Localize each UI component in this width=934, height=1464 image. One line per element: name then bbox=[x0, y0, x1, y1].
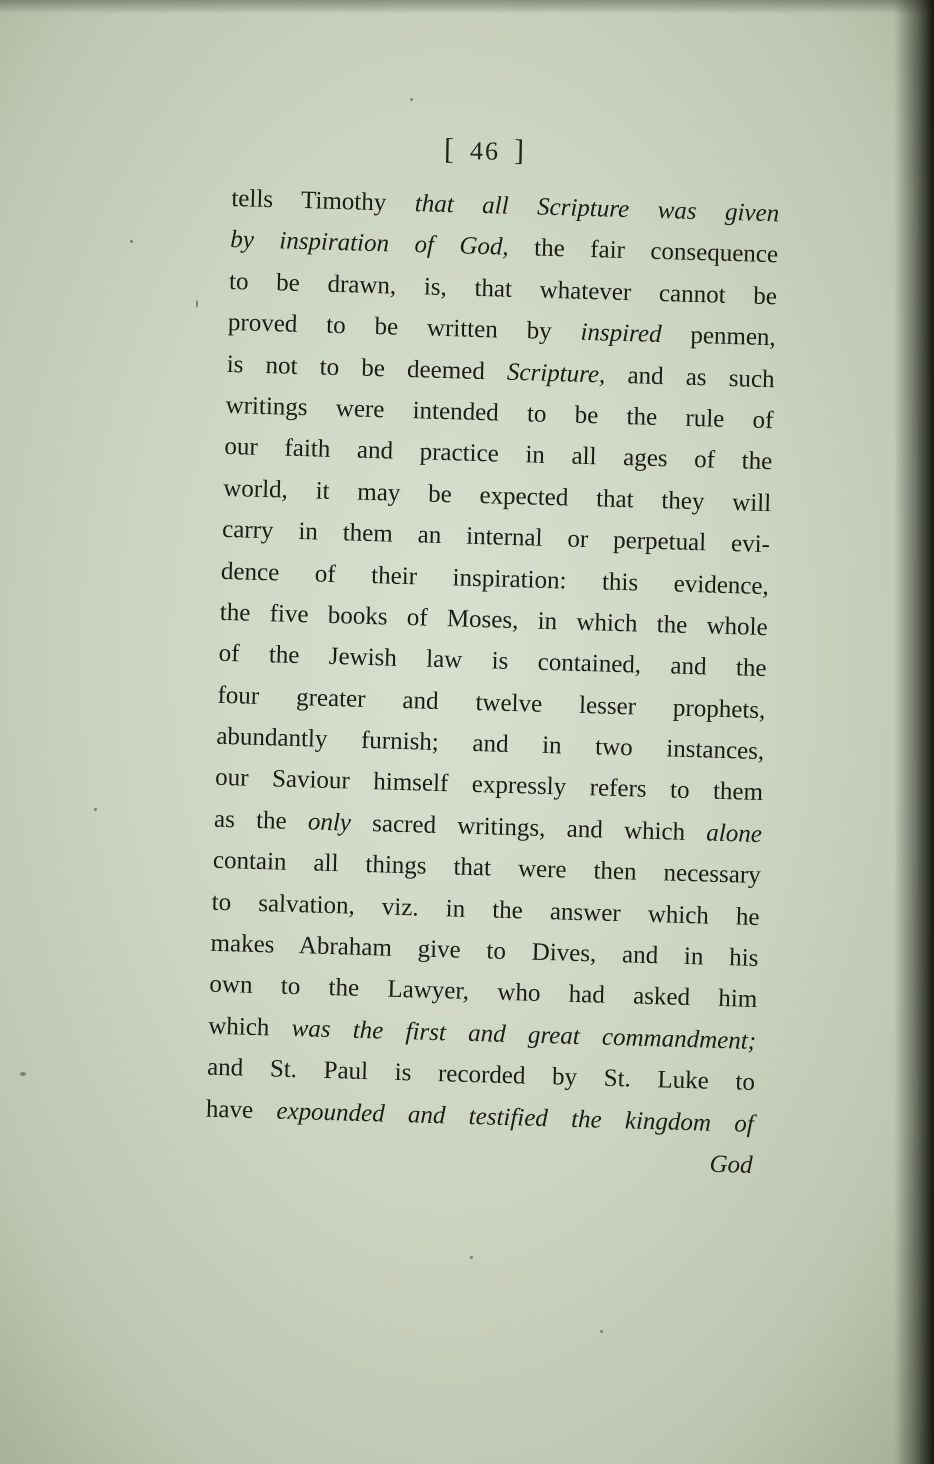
text-segment: to salvation, viz. in the answer which he bbox=[211, 888, 760, 931]
text-segment: dence of their inspiration: this evidence, bbox=[220, 557, 770, 600]
text-segment: is not to be deemed bbox=[226, 350, 508, 386]
text-segment: and St. Paul is recorded by St. Luke to bbox=[206, 1053, 756, 1097]
text-segment: own to the Lawyer, who had asked him bbox=[209, 971, 758, 1014]
text-segment: abundantly furnish; and in two instances, bbox=[216, 722, 765, 766]
bracket-open: [ bbox=[443, 132, 457, 166]
page-top-edge bbox=[0, 0, 934, 14]
italic-phrase: alone bbox=[705, 819, 763, 848]
text-segment: proved to be written by bbox=[227, 309, 581, 346]
italic-phrase: was the first and great commandment; bbox=[291, 1014, 757, 1055]
text-segment: four greater and twelve lesser prophets, bbox=[217, 681, 766, 724]
italic-phrase: expounded and testified the kingdom of bbox=[276, 1097, 755, 1138]
paper-speck bbox=[470, 1256, 473, 1259]
text-segment: makes Abraham give to Dives, and in his bbox=[210, 929, 759, 973]
paper-speck bbox=[410, 98, 413, 101]
text-segment: carry in them an internal or perpetual evi- bbox=[221, 515, 771, 559]
text-segment: the fair consequence bbox=[508, 234, 779, 269]
text-segment: sacred writings, and which bbox=[350, 809, 707, 847]
text-segment: tells Timothy bbox=[231, 184, 416, 218]
italic-phrase: Scripture, bbox=[506, 358, 606, 389]
text-segment: and as such bbox=[604, 361, 775, 393]
paper-speck bbox=[20, 1072, 26, 1076]
text-segment: the five books of Moses, in which the whole bbox=[219, 598, 769, 642]
text-segment: which bbox=[207, 1012, 293, 1042]
catchword: God bbox=[709, 1150, 754, 1179]
italic-phrase: by inspiration of God, bbox=[229, 226, 510, 262]
italic-phrase: inspired bbox=[580, 318, 662, 349]
text-segment: world, it may be expected that they will bbox=[222, 474, 772, 517]
bracket-close: ] bbox=[513, 134, 527, 168]
paper-speck bbox=[94, 808, 97, 811]
text-segment: our faith and practice in all ages of the bbox=[224, 433, 773, 476]
italic-phrase: only bbox=[307, 808, 352, 837]
paper-speck bbox=[196, 300, 198, 308]
italic-phrase: that all Scripture was given bbox=[414, 190, 780, 228]
text-segment: writings were intended to be the rule of bbox=[225, 391, 774, 435]
text-segment: to be drawn, is, that whatever cannot be bbox=[228, 267, 778, 311]
binding-shadow bbox=[894, 0, 934, 1464]
page-header bbox=[444, 133, 585, 169]
text-segment: our Saviour himself expressly refers to them bbox=[214, 764, 764, 807]
paper-speck bbox=[130, 240, 133, 243]
text-segment: as the bbox=[213, 805, 309, 836]
page-number: 46 bbox=[469, 136, 501, 166]
text-segment: contain all things that were then necessary bbox=[212, 846, 762, 890]
text-segment: have bbox=[205, 1095, 277, 1125]
paper-speck bbox=[600, 1330, 603, 1333]
body-text bbox=[204, 178, 780, 1186]
text-segment: of the Jewish law is contained, and the bbox=[218, 640, 767, 683]
text-segment: penmen, bbox=[661, 321, 777, 352]
